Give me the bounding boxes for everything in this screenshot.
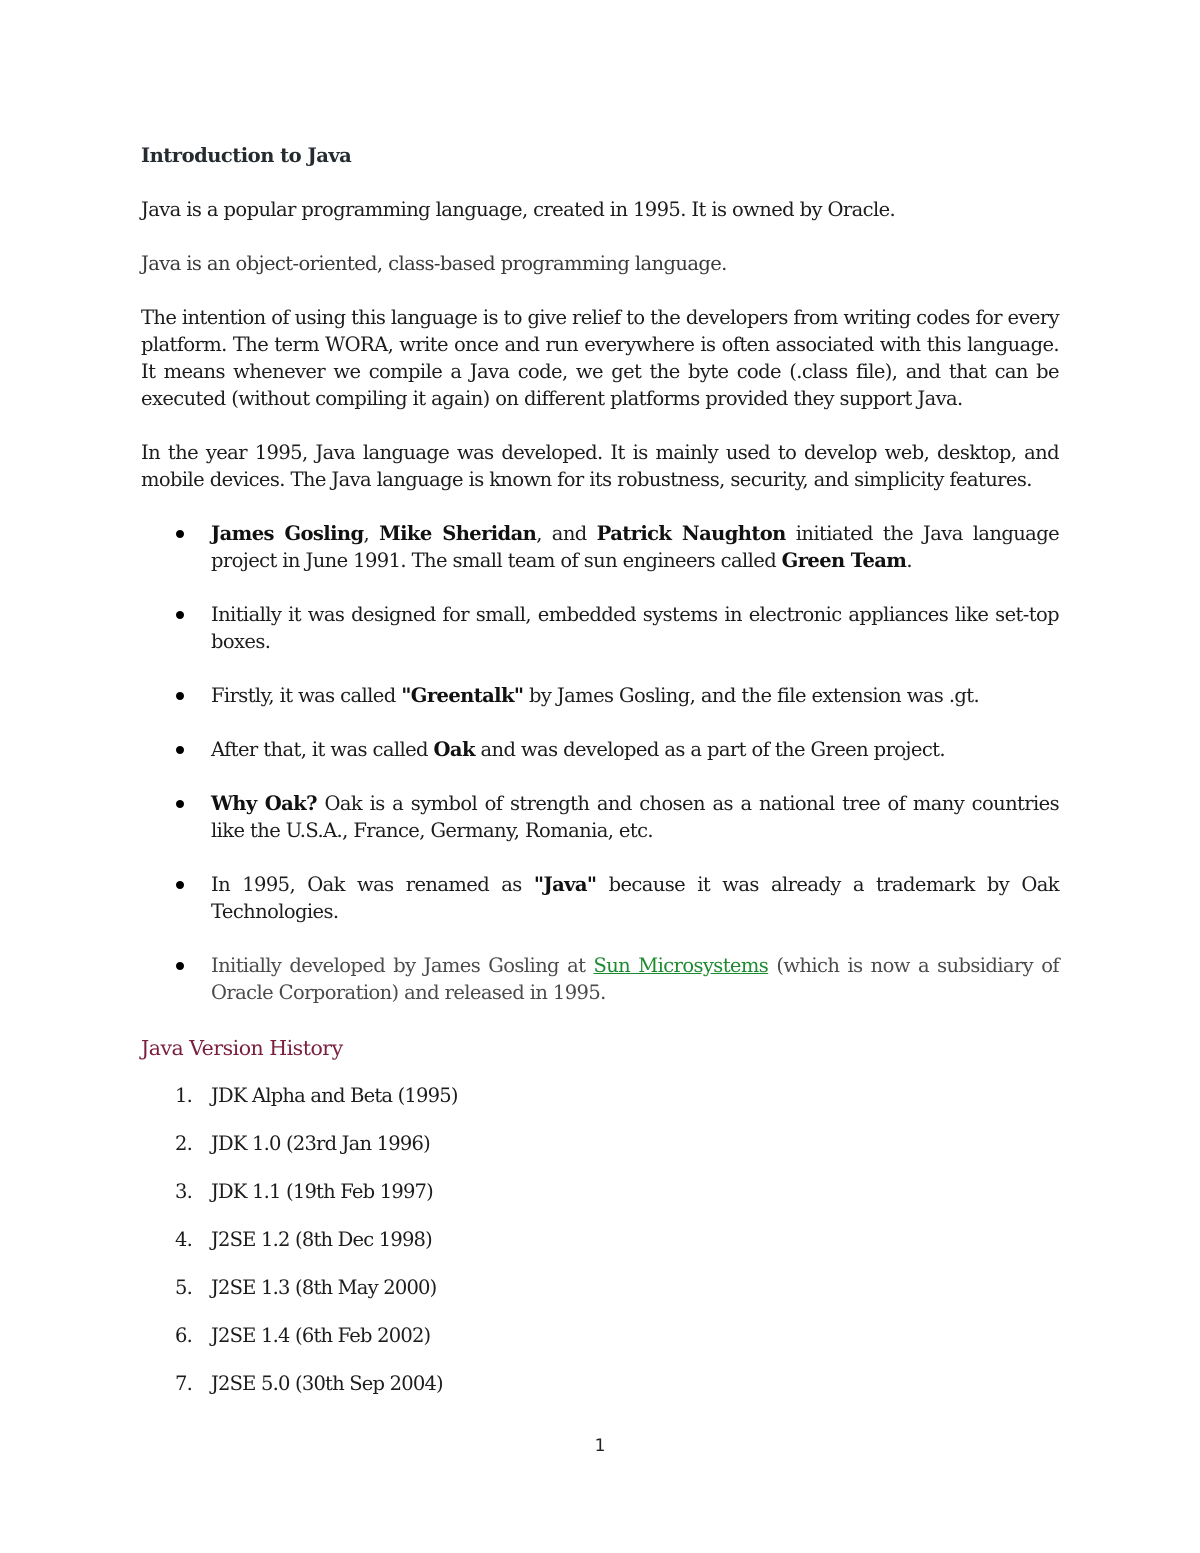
bullet-item-oak (141, 736, 1059, 763)
java-name: "Java" (533, 873, 597, 896)
bullet-text: Initially developed by James Gosling at (211, 954, 594, 977)
bullet-dot-icon (176, 746, 184, 754)
version-number: 3. (175, 1180, 193, 1203)
bullet-text: by James Gosling, and the file extension was .gt. (523, 684, 980, 707)
bullet-text: In 1995, Oak was renamed as (211, 873, 534, 896)
why-oak-label: Why Oak? (211, 792, 317, 815)
document-body (141, 142, 1059, 1418)
bullet-dot-icon (176, 800, 184, 808)
founder-name: Patrick Naughton (596, 522, 786, 545)
greentalk-name: "Greentalk" (401, 684, 524, 707)
bullet-text: , and (536, 522, 597, 545)
founder-name: James Gosling (211, 522, 364, 545)
bullet-item-founders (141, 520, 1059, 574)
version-item (141, 1082, 1059, 1130)
paragraph-oop: Java is an object-oriented, class-based programming language. (141, 252, 727, 275)
bullet-dot-icon (176, 881, 184, 889)
version-number: 2. (175, 1132, 193, 1155)
bullet-text: because it was already a trademark by Oak Technologies. (211, 873, 1059, 923)
bullet-text: , (363, 522, 380, 545)
version-item (141, 1274, 1059, 1322)
bullet-text: initiated the Java language project in June 1991. The small team of sun engineers called (211, 522, 1060, 572)
version-label: JDK 1.1 (19th Feb 1997) (211, 1180, 433, 1203)
version-label: JDK Alpha and Beta (1995) (211, 1084, 458, 1107)
paragraph-intro: Java is a popular programming language, created in 1995. It is owned by Oracle. (141, 198, 896, 221)
bullet-item-embedded (141, 601, 1059, 655)
version-label: J2SE 1.4 (6th Feb 2002) (211, 1324, 431, 1347)
bullet-dot-icon (176, 962, 184, 970)
oak-name: Oak (433, 738, 475, 761)
bullet-text: Initially it was designed for small, embedded systems in electronic appliances like set-top boxes. (211, 603, 1059, 653)
document-title: Introduction to Java (141, 144, 352, 167)
page-number: 1 (594, 1436, 606, 1456)
paragraph-history: In the year 1995, Java language was developed. It is mainly used to develop web, desktop, and mobile devices. The Java language is known for its robustness, security, and simplicity features. (141, 441, 1059, 491)
version-item (141, 1226, 1059, 1274)
version-number: 1. (175, 1084, 193, 1107)
bullet-dot-icon (176, 692, 184, 700)
version-item (141, 1370, 1059, 1418)
bullet-item-sun (141, 952, 1059, 1006)
team-name: Green Team (781, 549, 907, 572)
version-list (141, 1082, 1059, 1418)
version-number: 4. (175, 1228, 193, 1251)
bullet-item-renamed (141, 871, 1059, 925)
sun-microsystems-link[interactable]: Sun Microsystems (593, 954, 769, 977)
version-number: 7. (175, 1372, 193, 1395)
bullet-item-greentalk (141, 682, 1059, 709)
version-label: J2SE 1.2 (8th Dec 1998) (211, 1228, 432, 1251)
bullet-dot-icon (176, 611, 184, 619)
bullet-text: After that, it was called (211, 738, 434, 761)
section-heading: Java Version History (141, 1036, 343, 1060)
bullet-text: Firstly, it was called (211, 684, 402, 707)
version-item (141, 1178, 1059, 1226)
version-label: J2SE 1.3 (8th May 2000) (211, 1276, 437, 1299)
bullet-text: . (906, 549, 912, 572)
version-item (141, 1130, 1059, 1178)
version-label: JDK 1.0 (23rd Jan 1996) (211, 1132, 430, 1155)
founder-name: Mike Sheridan (379, 522, 537, 545)
bullet-dot-icon (176, 530, 184, 538)
version-number: 5. (175, 1276, 193, 1299)
bullet-text: (which is now a subsidiary of Oracle Corporation) and released in 1995. (211, 954, 1059, 1004)
version-label: J2SE 5.0 (30th Sep 2004) (211, 1372, 443, 1395)
bullet-item-why-oak (141, 790, 1059, 844)
bullet-list (141, 520, 1059, 1006)
paragraph-wora: The intention of using this language is to give relief to the developers from writing codes for every platform. The term WORA, write once and run everywhere is often associated with this language. It means whenever we compile a Java code, we get the byte code (.class file), and that can be executed (without compiling it again) on different platforms provided they support Java. (141, 306, 1059, 410)
bullet-text: and was developed as a part of the Green project. (474, 738, 945, 761)
version-number: 6. (175, 1324, 193, 1347)
bullet-text: Oak is a symbol of strength and chosen as a national tree of many countries like the U.S.A., France, Germany, Romania, etc. (211, 792, 1059, 842)
version-item (141, 1322, 1059, 1370)
